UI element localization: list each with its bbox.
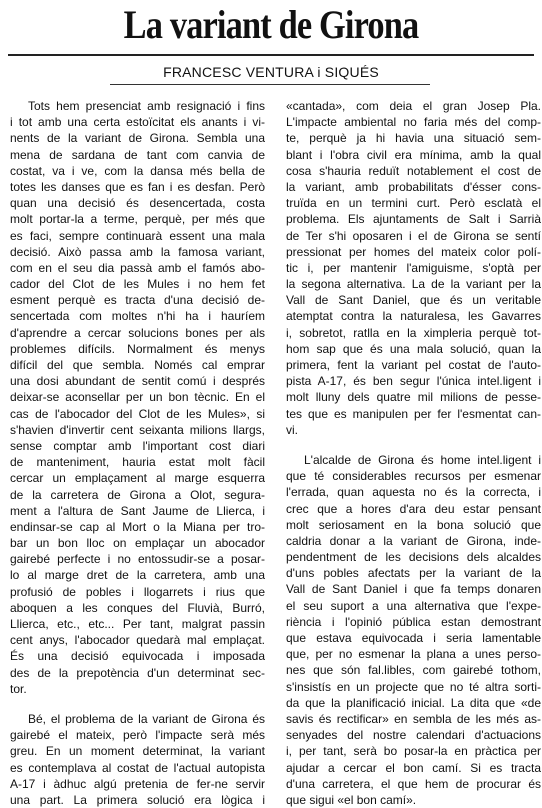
- article-text-line: que estava equivocada i seria lamentable: [286, 631, 541, 645]
- article-text-line: cercar un emplaçament al marge esquerra: [10, 471, 265, 486]
- article-text-line: molt portar-la a terme, perquè, per més que: [10, 212, 265, 227]
- article-text-line: s'havien d'invertir cent seixanta milions llargs,: [10, 422, 265, 437]
- article-text-line: es contemplava al costat de l'actual autopista: [10, 760, 265, 775]
- article-text-line: gairebé perfecte i no entossudir-se a posar-: [10, 552, 265, 567]
- article-text-line: pendentment de les decisions dels alcaldes: [286, 550, 541, 565]
- article-text-line: ment a l'altura de Sant Jaume de Llierca, i: [10, 503, 265, 518]
- article-text-line: sencertada com moltes n'hi ha i hauríem: [10, 309, 265, 324]
- article-text-line: la variant, amb probabilitats d'ésser cons-: [286, 179, 541, 194]
- article-text-line: com en el seu dia passà amb el famós abo-: [10, 260, 265, 275]
- article-text-line: gairebé el mateix, però l'impacte serà més: [10, 728, 265, 743]
- article-text-line: blant i l'obra civil era mínima, amb la qual: [286, 147, 541, 162]
- article-text-line: vi.: [286, 422, 298, 437]
- article-text-line: problema. Els ajuntaments de Salt i Sarrià: [286, 212, 541, 227]
- article-text-line: truïda en un termini curt. Però esclatà el: [286, 196, 541, 211]
- article-text-line: que, per no esmenar la plana a unes perso-: [286, 647, 541, 662]
- article-text-line: pista A-17, és ben segur l'única intel.ligent i: [286, 374, 541, 389]
- article-text-line: es faci, sempre continuarà essent una mala: [10, 228, 265, 243]
- article-text-line: una dosi abundant de sentit comú i després: [10, 374, 265, 389]
- article-text-line: Vall de Sant Daniel i que fa temps donaren: [286, 582, 541, 597]
- article-text-line: endinsar-se cap al Mort o la Miana per tro-: [10, 519, 265, 534]
- article-text-line: crec que a hores d'ara deu estar pensant: [286, 501, 541, 516]
- article-text-line: profusió de pobles i llogarrets i rius que: [10, 584, 265, 599]
- article-text-line: i, per tant, serà bo posar-la en pràctica per: [286, 744, 541, 759]
- article-text-line: Bé, el problema de la variant de Girona és: [28, 711, 265, 726]
- article-text-line: nes que són fal.libles, com gairebé tothom,: [286, 663, 541, 678]
- article-text-line: savis és rectificar» en sembla de les més as-: [286, 711, 541, 726]
- article-text-line: molt lluny dels quatre mil milions de pesse-: [286, 390, 541, 405]
- article-text-line: «cantada», com deia el gran Josep Pla.: [286, 99, 541, 113]
- article-column-left: [10, 98, 265, 808]
- article-text-line: És una decisió equivocada i imposada: [10, 649, 265, 664]
- article-text-line: i, sobretot, ratlla en la ximpleria perquè tot-: [286, 325, 541, 340]
- article-text-line: difícil del que sembla. Només cal emprar: [10, 358, 265, 372]
- article-text-line: molt seriosament en la bona solució que: [286, 517, 541, 532]
- article-byline: FRANCESC VENTURA i SIQUÉS: [163, 64, 379, 80]
- article-text-line: l'errada, quan aquesta no és la correcta, i: [286, 485, 541, 500]
- article-text-line: lo al marge dret de la carretera, amb una: [10, 568, 265, 583]
- article-text-line: cador del Clot de les Mules i no hem fet: [10, 277, 265, 292]
- article-text-line: de Ter s'hi oposaren i el de Girona se sentí: [286, 228, 541, 243]
- paragraph-gap: [286, 438, 541, 452]
- article-text-line: d'aprendre a cercar solucions bones per als: [10, 325, 265, 340]
- article-text-line: caldria donar a la variant de Girona, inde-: [286, 533, 541, 548]
- article-text-line: senyades del nostre calendari d'actuacions: [286, 728, 541, 743]
- article-text-line: esment perquè es tracta d'una decisió de-: [10, 293, 265, 308]
- article-text-line: L'impacte ambiental no faria més del comp-: [286, 115, 541, 130]
- article-text-line: Llierca, etc., etc... Per tant, malgrat passin: [10, 617, 265, 631]
- article-text-line: cas de l'abocador del Clot de les Mules», si: [10, 406, 265, 421]
- byline-rule: [110, 84, 430, 85]
- article-text-line: decisió. Això passa amb la famosa variant,: [10, 244, 265, 259]
- paragraph-gap: [10, 697, 265, 711]
- article-text-line: quan una decisió és desencertada, costa: [10, 196, 265, 211]
- article-text-line: primera, fent la variant pel costat de l'auto-: [286, 358, 541, 372]
- article-text-line: tic i, per mantenir l'amiguisme, s'optà per: [286, 260, 541, 275]
- headline-rule: [8, 54, 534, 56]
- article-text-line: d'uns pobles afectats per la variant de la: [286, 566, 541, 581]
- article-text-line: de la carretera de Girona a Olot, segura-: [10, 487, 265, 502]
- article-headline: La variant de Girona: [123, 2, 419, 47]
- article-column-right: [286, 98, 541, 808]
- article-text-line: la segona alternativa. La de la variant per la: [286, 277, 541, 292]
- article-text-line: tes que es manipulen per fer l'esmentat can-: [286, 406, 541, 421]
- article-text-line: hom sap que és una mala solució, quan la: [286, 341, 541, 356]
- article-text-line: problemes difícils. Normalment és menys: [10, 341, 265, 356]
- article-text-line: pressionat per homes del mateix color polí-: [286, 244, 541, 259]
- article-text-line: costat, va i ve, com la dansa més bella de: [10, 163, 265, 178]
- article-text-line: Tots hem presenciat amb resignació i fins: [28, 99, 265, 113]
- article-text-line: cosa s'hauria reduït notablement el cost de: [286, 163, 541, 178]
- article-text-line: da que la planificació inicial. La dita que «de: [286, 695, 541, 710]
- article-text-line: atemptat contra la naturalesa, les Gavarres: [286, 309, 541, 324]
- article-text-line: sense comptar amb l'important cost diari: [10, 438, 265, 453]
- article-text-line: L'alcalde de Girona és home intel.ligent i: [304, 452, 541, 467]
- article-text-line: riència i l'opinió pública estan demostrant: [286, 614, 541, 629]
- article-text-line: mena de sardana de tant com canvia de: [10, 147, 265, 162]
- article-text-line: Vall de Sant Daniel, que és un veritable: [286, 293, 541, 308]
- article-text-line: te, perquè ja hi havia una situació sem-: [286, 131, 541, 146]
- article-text-line: tor.: [10, 681, 27, 696]
- article-text-line: i tot amb una certa estoïcitat els anants i vi-: [10, 115, 265, 130]
- article-text-line: cent anys, l'abocador quedarà mal emplaçat.: [10, 633, 265, 648]
- article-text-line: greu. En un moment determinat, la variant: [10, 744, 265, 759]
- article-text-line: nents de la variant de Girona. Sembla una: [10, 131, 265, 146]
- article-text-line: d'una carretera, el que hem de procurar és: [286, 776, 541, 791]
- article-text-line: totes les danses que es fan i es desfan. Però: [10, 179, 265, 194]
- article-text-line: aboquen a les conques del Fluvià, Burró,: [10, 600, 265, 615]
- article-text-line: deixar-se aconsellar per un bon tècnic. En el: [10, 390, 265, 405]
- article-text-line: el seu suport a una alternativa que l'expe-: [286, 598, 541, 613]
- article-text-line: s'insistís en un projecte que no té altra sorti-: [286, 679, 541, 694]
- article-text-line: que sigui «el bon camí».: [286, 792, 417, 807]
- article-text-line: que té considerables recursos per esmenar: [286, 469, 541, 484]
- article-text-line: A-17 i àdhuc algú pretenia de fer-ne servir: [10, 776, 265, 791]
- article-text-line: ajudar a cercar el bon camí. Si es tracta: [286, 760, 541, 775]
- article-text-line: una part. La primera solució era lògica i: [10, 792, 265, 807]
- article-text-line: de manteniment, hauria estat molt fàcil: [10, 455, 265, 470]
- article-text-line: des de la prepotència d'un determinat sec-: [10, 665, 265, 680]
- article-text-line: bar un bon lloc on emplaçar un abocador: [10, 536, 265, 551]
